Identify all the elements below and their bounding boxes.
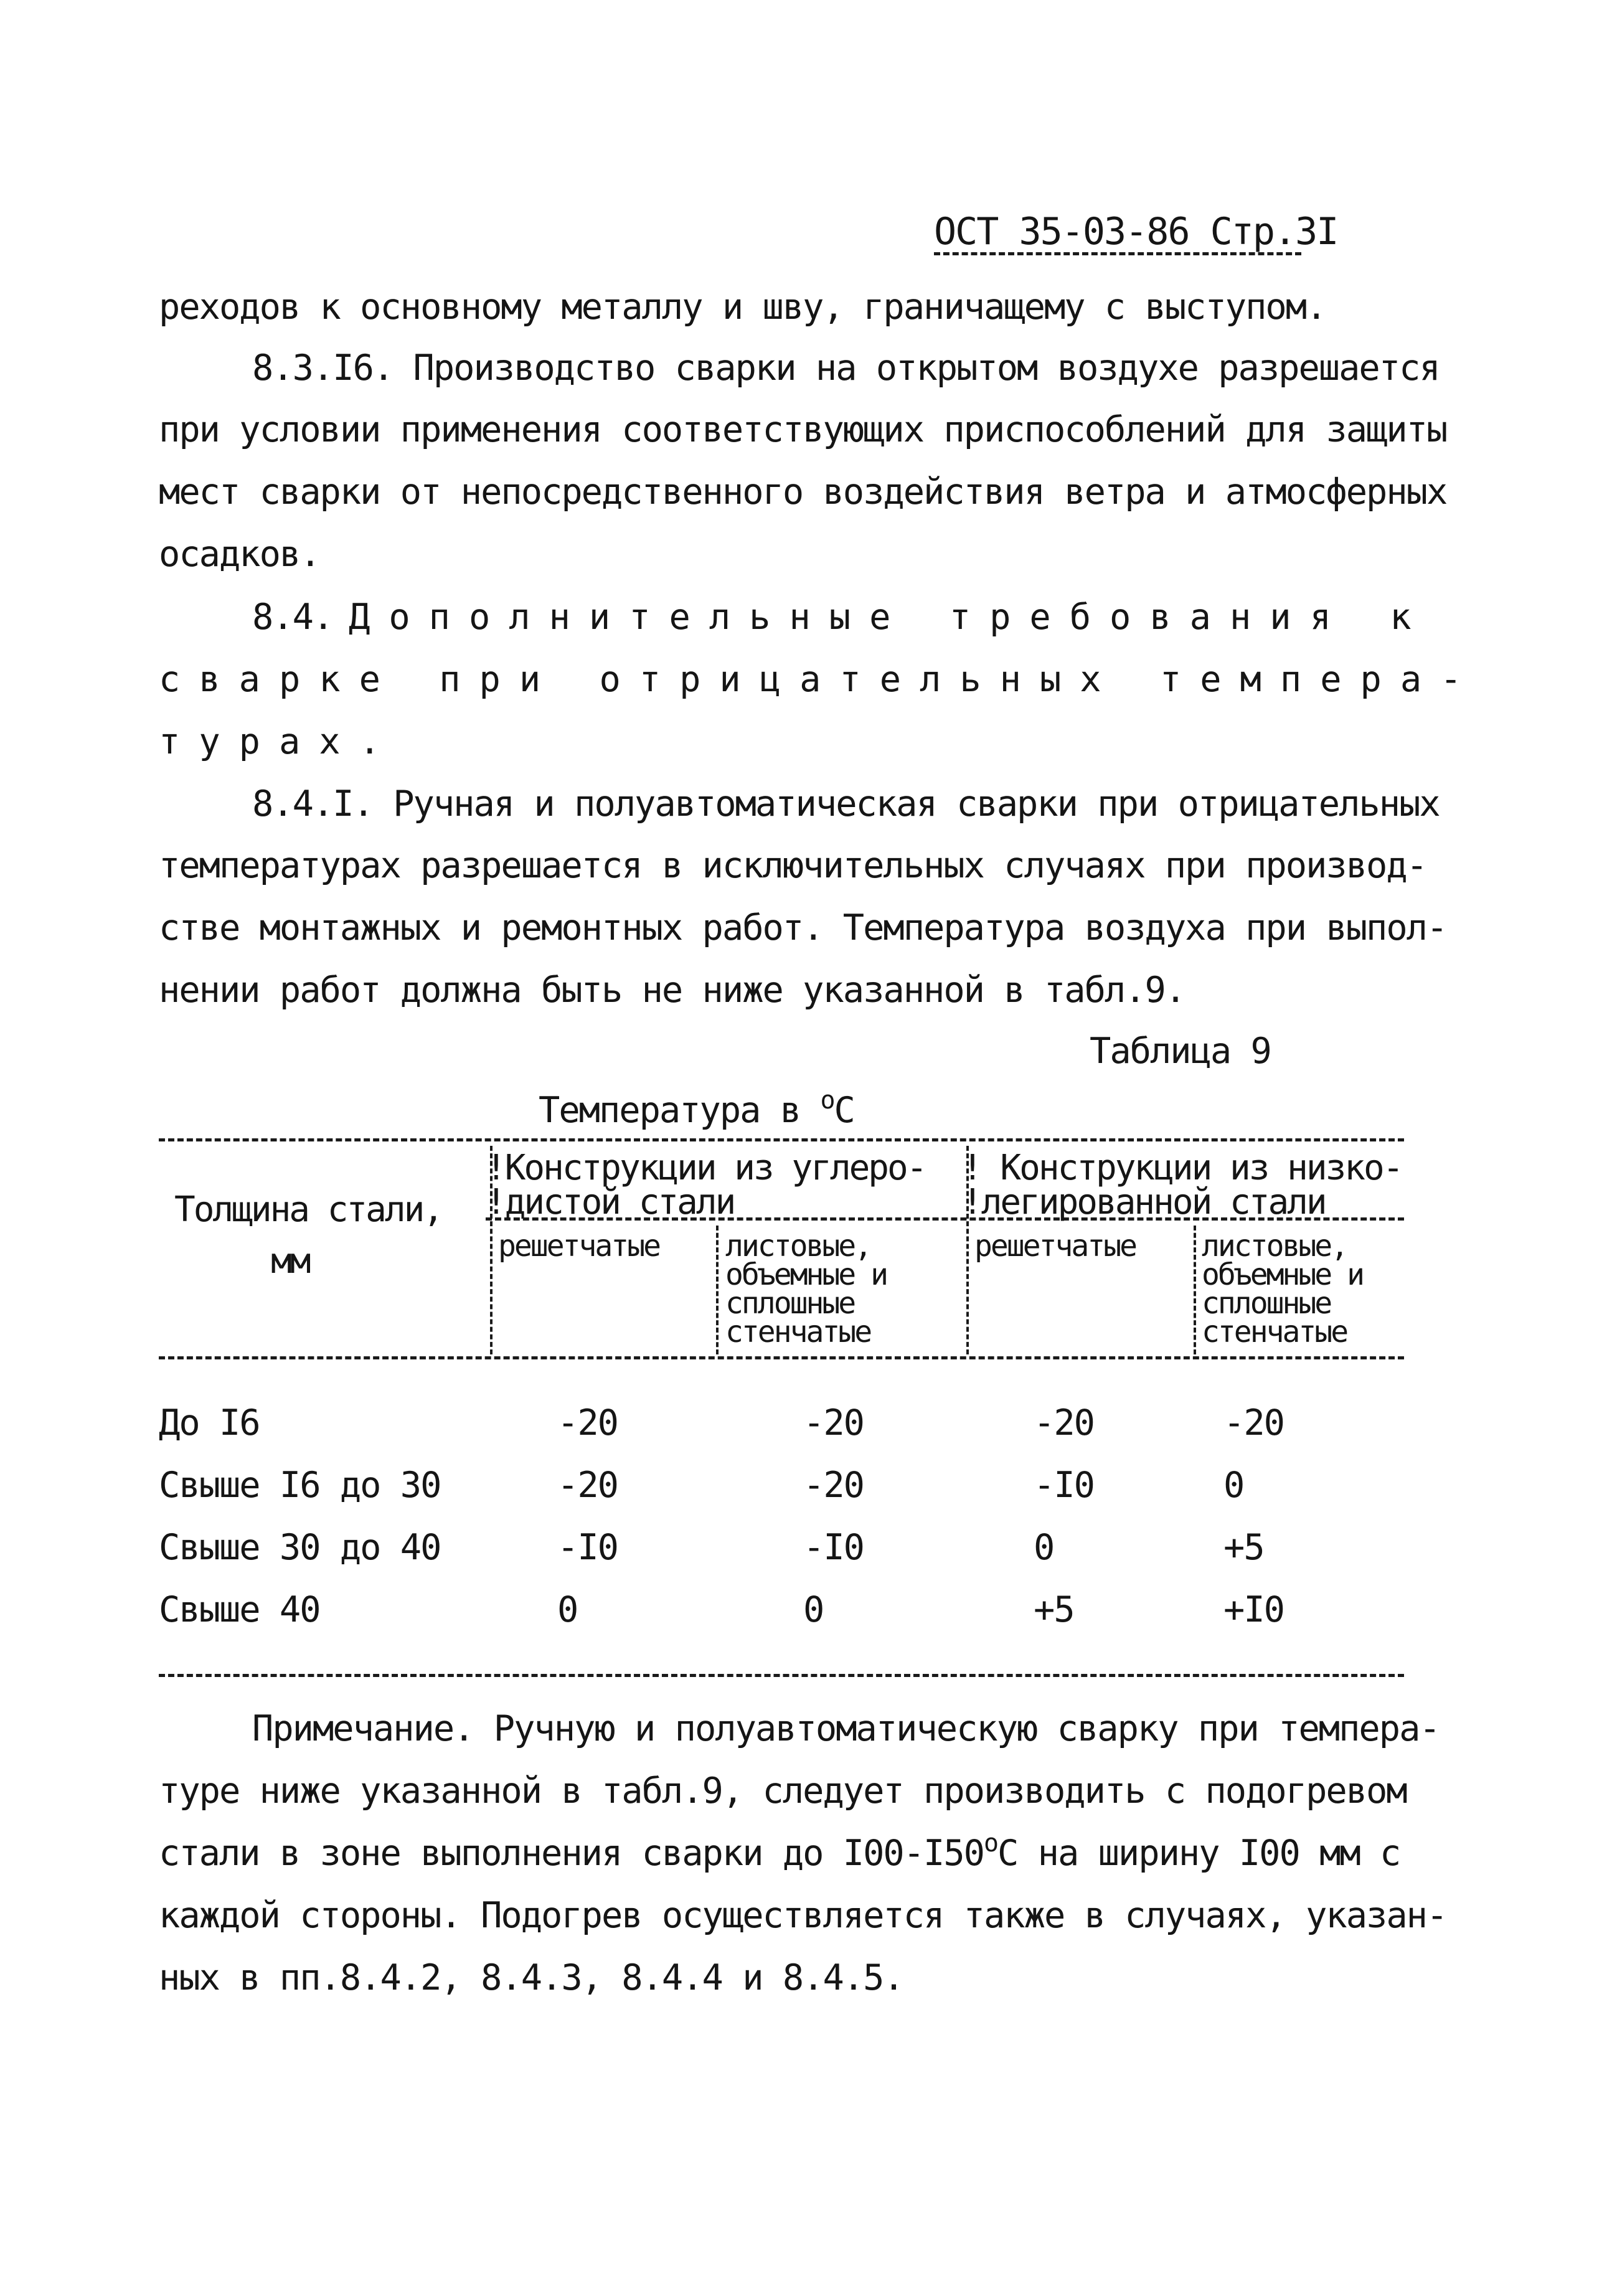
note-line-1: Примечание. Ручную и полуавтоматическую сварку при темпера-	[252, 1708, 1440, 1749]
row-3-lowalloy-sheet: +5	[1223, 1527, 1264, 1568]
subheader-carbon-sheet: листовые, объемные и сплошные стенчатые	[725, 1229, 887, 1349]
degree-sign: о	[820, 1086, 834, 1115]
row-1-label: До I6	[159, 1402, 260, 1443]
para-8-3-16-line-1: 8.3.I6. Производство сварки на открытом воздухе разрешается	[252, 347, 1440, 389]
group-header-lowalloy-line-1: ! Конструкции из низко-	[962, 1148, 1402, 1188]
row-1-carbon-lattice: -20	[557, 1402, 618, 1443]
row-2-lowalloy-sheet: 0	[1223, 1465, 1244, 1506]
group-header-carbon-line-1: !Конструкции из углеро-	[486, 1148, 926, 1188]
section-8-4-title-line-2: сварке при отрицательных темпера-	[159, 659, 1481, 700]
note-line-4: каждой стороны. Подогрев осуществляется также в случаях, указан-	[159, 1895, 1447, 1936]
note-line-2: туре ниже указанной в табл.9, следует производить с подогревом	[159, 1770, 1407, 1812]
row-2-label: Свыше I6 до 30	[159, 1465, 441, 1506]
degree-sign: о	[984, 1829, 998, 1858]
row-1-carbon-sheet: -20	[803, 1402, 864, 1443]
table-title-text: Температура в	[539, 1090, 821, 1131]
para-8-4-1-line-3: стве монтажных и ремонтных работ. Температура воздуха при выпол-	[159, 907, 1447, 948]
note-line-3	[159, 1829, 1400, 1874]
row-1-lowalloy-sheet: -20	[1223, 1402, 1284, 1443]
subheader-lowalloy-sheet: листовые, объемные и сплошные стенчатые	[1202, 1229, 1363, 1349]
row-4-lowalloy-lattice: +5	[1034, 1589, 1074, 1630]
para-8-3-16-line-2: при условии применения соответствующих приспособлений для защиты	[159, 409, 1447, 450]
table-header-bottom-rule	[159, 1356, 1404, 1359]
para-8-4-1-line-1: 8.4.I. Ручная и полуавтоматическая сварки при отрицательных	[252, 783, 1440, 824]
section-8-4-title-line-3: турах.	[159, 721, 399, 762]
table-caption: Таблица 9	[1090, 1031, 1271, 1072]
row-4-label: Свыше 40	[159, 1589, 320, 1630]
column-header-thickness: Толщина стали,	[174, 1189, 443, 1230]
row-3-carbon-lattice: -I0	[557, 1527, 618, 1568]
row-4-carbon-sheet: 0	[803, 1589, 824, 1630]
row-1-lowalloy-lattice: -20	[1034, 1402, 1094, 1443]
note-line-3-part-b: С на ширину I00 мм с	[997, 1833, 1400, 1874]
table-title	[539, 1086, 854, 1131]
row-3-label: Свыше 30 до 40	[159, 1527, 441, 1568]
row-2-lowalloy-lattice: -I0	[1034, 1465, 1094, 1506]
subheader-lowalloy-lattice: решетчатые	[974, 1229, 1136, 1264]
section-8-4-number: 8.4.	[252, 597, 333, 638]
note-line-5: ных в пп.8.4.2, 8.4.3, 8.4.4 и 8.4.5.	[159, 1957, 903, 1998]
body-line-1: реходов к основному металлу и шву, граничащему с выступом.	[159, 286, 1326, 328]
para-8-3-16-line-3: мест сварки от непосредственного воздействия ветра и атмосферных	[159, 471, 1447, 513]
note-line-3-part-a: стали в зоне выполнения сварки до I00-I50	[159, 1833, 984, 1874]
table-top-rule	[159, 1138, 1404, 1141]
row-3-carbon-sheet: -I0	[803, 1527, 864, 1568]
column-header-thickness-unit: мм	[271, 1241, 309, 1282]
row-2-carbon-sheet: -20	[803, 1465, 864, 1506]
table-bottom-rule	[159, 1674, 1404, 1677]
row-2-carbon-lattice: -20	[557, 1465, 618, 1506]
para-8-4-1-line-4: нении работ должна быть не ниже указанной в табл.9.	[159, 970, 1185, 1011]
para-8-4-1-line-2: температурах разрешается в исключительных случаях при производ-	[159, 845, 1426, 886]
para-8-3-16-line-4: осадков.	[159, 534, 320, 575]
row-3-lowalloy-lattice: 0	[1034, 1527, 1054, 1568]
group-header-lowalloy-line-2: !легированной стали	[962, 1182, 1326, 1222]
table-divider-3	[716, 1226, 719, 1354]
table-divider-4	[1194, 1226, 1196, 1354]
row-4-lowalloy-sheet: +I0	[1223, 1589, 1284, 1630]
header-underline	[934, 252, 1301, 255]
table-title-unit: С	[834, 1090, 854, 1131]
group-header-carbon-line-2: !дистой стали	[486, 1182, 735, 1222]
subheader-carbon-lattice: решетчатые	[498, 1229, 659, 1264]
section-8-4-title-line-1: Дополнительные требования к	[349, 597, 1430, 638]
document-code-header: ОСТ 35-03-86 Стр.3I	[934, 210, 1338, 253]
row-4-carbon-lattice: 0	[557, 1589, 578, 1630]
